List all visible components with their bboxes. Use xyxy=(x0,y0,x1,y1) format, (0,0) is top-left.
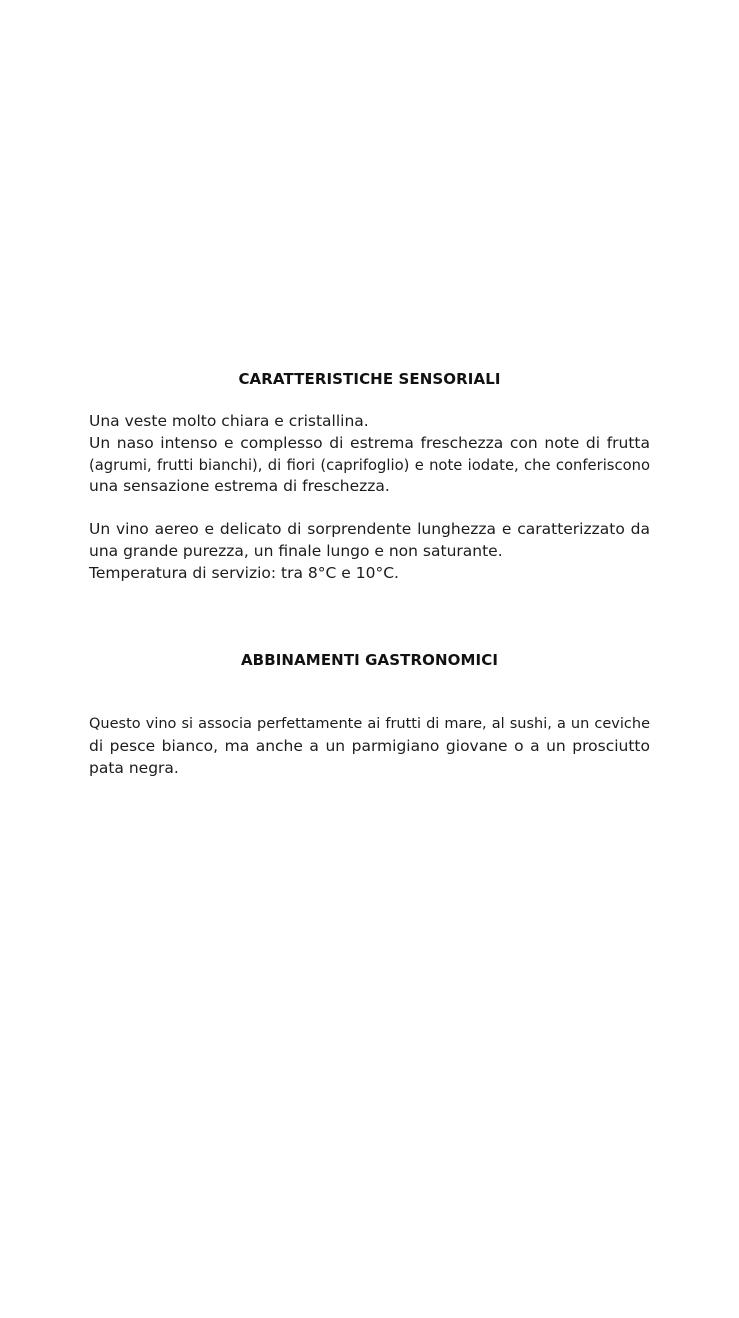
text-line: Questo vino si associa perfettamente ai frutti di mare, al sushi, a un ceviche xyxy=(89,716,650,732)
section-title-abbinamenti-gastronomici: ABBINAMENTI GASTRONOMICI xyxy=(240,651,499,669)
food-pairing-paragraph xyxy=(89,714,650,779)
serving-temperature-line: Temperatura di servizio: tra 8°C e 10°C. xyxy=(89,563,399,582)
text-line: una grande purezza, un finale lungo e non saturante. xyxy=(89,541,503,560)
text-line: una sensazione estrema di freschezza. xyxy=(89,477,390,496)
text-line: Un vino aereo e delicato di sorprendente lunghezza e caratterizzato da xyxy=(89,520,650,538)
text-line: Un naso intenso e complesso di estrema freschezza con note di frutta xyxy=(89,433,650,452)
text-line: di pesce bianco, ma anche a un parmigiano giovane o a un prosciutto xyxy=(89,736,650,755)
wine-finish-paragraph xyxy=(89,519,650,584)
section-title-caratteristiche-sensoriali: CARATTERISTICHE SENSORIALI xyxy=(238,370,501,388)
text-line: Una veste molto chiara e cristallina. xyxy=(89,412,369,430)
text-line: pata negra. xyxy=(89,758,179,777)
sensory-description-paragraph xyxy=(89,411,650,498)
text-line: (agrumi, frutti bianchi), di fiori (caprifoglio) e note iodate, che conferiscono xyxy=(89,456,650,474)
